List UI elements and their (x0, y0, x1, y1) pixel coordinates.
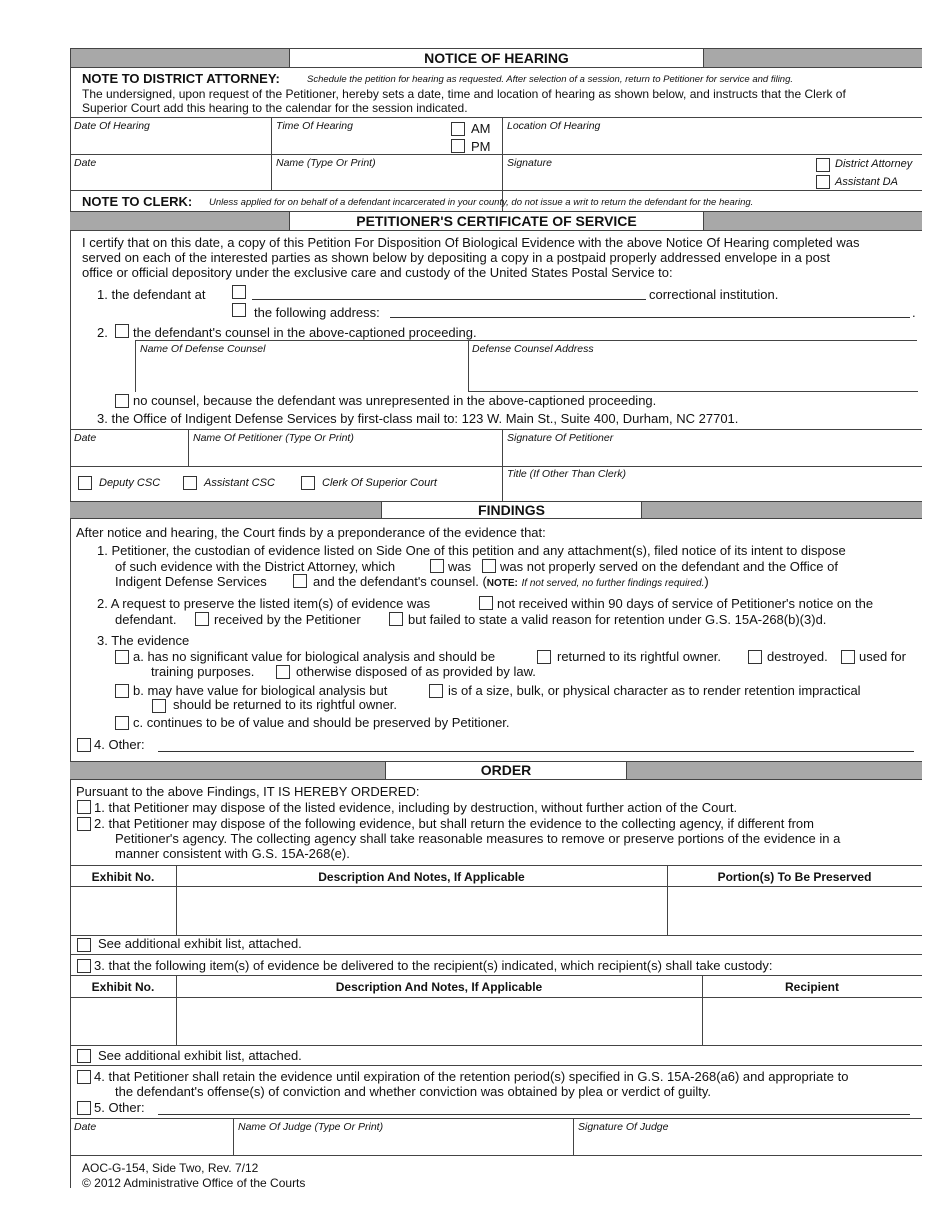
time-of-hearing-label: Time Of Hearing (276, 120, 353, 132)
defense-counsel-name-label: Name Of Defense Counsel (140, 343, 266, 355)
failed-reason-label: but failed to state a valid reason for retention under G.S. 15A-268(b)(3)d. (408, 612, 827, 627)
service-date-label: Date (74, 432, 97, 444)
item1-prefix: 1. the defendant at (97, 287, 206, 302)
district-attorney-label: District Attorney (835, 158, 913, 170)
clerk-superior-checkbox[interactable] (301, 476, 315, 490)
was-label: was (448, 559, 472, 574)
destroyed-checkbox[interactable] (748, 650, 762, 664)
order2-checkbox[interactable] (77, 817, 91, 831)
copyright: © 2012 Administrative Office of the Courts (82, 1176, 306, 1190)
order3-label: 3. that the following item(s) of evidence be delivered to the recipient(s) indicated, which recipient(s) shall take custody: (94, 958, 773, 973)
assistant-csc-checkbox[interactable] (183, 476, 197, 490)
finding3c-checkbox[interactable] (115, 716, 129, 730)
finding1-line3b-text: and the defendant's counsel. ( (313, 574, 487, 589)
was-not-label: was not properly served on the defendant and the Office of (500, 559, 838, 574)
order5-other-line[interactable] (158, 1114, 910, 1115)
assistant-csc-label: Assistant CSC (204, 477, 275, 489)
order5-label: 5. Other: (94, 1100, 145, 1115)
order2-line1: 2. that Petitioner may dispose of the following evidence, but shall return the evidence to the collecting agency, if different from (94, 816, 814, 831)
service-body-line1: I certify that on this date, a copy of this Petition For Disposition Of Biological Evidence with the above Notice Of Hearing completed was (82, 235, 860, 250)
finding1-note: If not served, no further findings required. (521, 578, 705, 589)
title-if-other-label: Title (If Other Than Clerk) (507, 468, 626, 480)
finding4-label: 4. Other: (94, 737, 145, 752)
note-clerk-text: Unless applied for on behalf of a defendant incarcerated in your county, do not issue a writ to return the defendant for the hearing. (209, 197, 754, 208)
returned-owner-checkbox[interactable] (537, 650, 551, 664)
assistant-da-label: Assistant DA (835, 176, 898, 188)
order-intro: Pursuant to the above Findings, IT IS HEREBY ORDERED: (76, 784, 420, 799)
assistant-da-checkbox[interactable] (816, 175, 830, 189)
clerk-superior-label: Clerk Of Superior Court (322, 477, 437, 489)
service-body-line2: served on each of the interested parties as shown below by depositing a copy in a postpaid properly addressed envelope in a post (82, 250, 830, 265)
order3-checkbox[interactable] (77, 959, 91, 973)
finding3c-label: c. continues to be of value and should be preserved by Petitioner. (133, 715, 510, 730)
item1-address-label: the following address: (254, 305, 380, 320)
deputy-csc-label: Deputy CSC (99, 477, 161, 489)
finding3a-checkbox[interactable] (115, 650, 129, 664)
certificate-of-service-title: PETITIONER'S CERTIFICATE OF SERVICE (289, 212, 704, 230)
otherwise-disposed-label: otherwise disposed of as provided by law. (296, 664, 536, 679)
finding3b-line2: should be returned to its rightful owner. (173, 697, 398, 712)
received-checkbox[interactable] (195, 612, 209, 626)
used-for-label: used for (859, 649, 906, 664)
notice-of-hearing-section (0, 0, 950, 212)
was-checkbox[interactable] (430, 559, 444, 573)
finding1-line1: 1. Petitioner, the custodian of evidence listed on Side One of this petition and any attachment(s), filed notice of its intent to dispose (97, 543, 846, 558)
petitioner-name-label: Name Of Petitioner (Type Or Print) (193, 432, 354, 444)
order4-line2: the defendant's offense(s) of conviction and whether conviction was obtained by plea or verdict of guilty. (115, 1084, 712, 1099)
da-signature-label: Signature (507, 157, 552, 169)
table2-description-header: Description And Notes, If Applicable (335, 980, 543, 994)
location-of-hearing-label: Location Of Hearing (507, 120, 601, 132)
finding3b-checkbox[interactable] (115, 684, 129, 698)
table2-recipient-header: Recipient (784, 980, 839, 994)
judge-signature-label: Signature Of Judge (578, 1121, 669, 1133)
finding3b-label: b. may have value for biological analysis but (133, 683, 388, 698)
defendant-counsel-served-checkbox[interactable] (293, 574, 307, 588)
address-line[interactable] (390, 317, 910, 318)
form-id: AOC-G-154, Side Two, Rev. 7/12 (82, 1161, 259, 1175)
notice-of-hearing-title: NOTICE OF HEARING (289, 49, 704, 67)
no-counsel-checkbox[interactable] (115, 394, 129, 408)
finding2-defendant: defendant. (115, 612, 177, 627)
order4-checkbox[interactable] (77, 1070, 91, 1084)
order1-label: 1. that Petitioner may dispose of the listed evidence, including by destruction, without further action of the Court. (94, 800, 738, 815)
pm-label: PM (471, 139, 491, 154)
otherwise-disposed-checkbox[interactable] (276, 665, 290, 679)
item3-label: 3. the Office of Indigent Defense Services by first-class mail to: 123 W. Main St., Suite 400, Durham, NC 27701. (97, 411, 739, 426)
returned-owner-label: returned to its rightful owner. (557, 649, 722, 664)
da-date-label: Date (74, 157, 97, 169)
order1-checkbox[interactable] (77, 800, 91, 814)
hearing-body-line2: Superior Court add this hearing to the calendar for the session indicated. (82, 101, 468, 115)
findings-intro: After notice and hearing, the Court finds by a preponderance of the evidence that: (76, 525, 546, 540)
finding1-line2: of such evidence with the District Attorney, which (115, 559, 396, 574)
order2-line3: manner consistent with G.S. 15A-268(e). (115, 846, 350, 861)
see-additional-label-2: See additional exhibit list, attached. (98, 1048, 302, 1063)
finding1-note-label: NOTE: (486, 578, 518, 589)
am-checkbox[interactable] (451, 122, 465, 136)
order-title: ORDER (385, 762, 627, 779)
note-da-text: Schedule the petition for hearing as requested. After selection of a session, return to Petitioner for service and filing. (307, 74, 794, 85)
da-name-label: Name (Type Or Print) (276, 157, 376, 169)
judge-name-label: Name Of Judge (Type Or Print) (238, 1121, 384, 1133)
table2-exhibit-header: Exhibit No. (91, 980, 155, 994)
order2-line2: Petitioner's agency. The collecting agency shall take reasonable measures to remove or preserve portions of the evidence in a (115, 831, 841, 846)
petitioner-signature-label: Signature Of Petitioner (507, 432, 614, 444)
finding4-checkbox[interactable] (77, 738, 91, 752)
findings-title: FINDINGS (381, 502, 642, 518)
judge-date-label: Date (74, 1121, 97, 1133)
failed-reason-checkbox[interactable] (389, 612, 403, 626)
note-clerk-label: NOTE TO CLERK: (82, 194, 193, 209)
size-bulk-checkbox[interactable] (429, 684, 443, 698)
service-body-line3: office or official depository under the exclusive care and custody of the United States Postal Service to: (82, 265, 673, 280)
certificate-of-service-section (0, 211, 950, 501)
order5-checkbox[interactable] (77, 1101, 91, 1115)
destroyed-label: destroyed. (767, 649, 828, 664)
returned-owner-b-checkbox[interactable] (152, 699, 166, 713)
order-section (0, 761, 950, 1161)
finding2-line1: 2. A request to preserve the listed item(s) of evidence was (97, 596, 431, 611)
item1-suffix: correctional institution. (649, 287, 779, 302)
findings-section (0, 501, 950, 761)
order4-line1: 4. that Petitioner shall retain the evidence until expiration of the retention period(s) specified in G.S. 15A-268(a6) and appropriate to (94, 1069, 849, 1084)
finding1-line3b (313, 574, 709, 589)
finding1-line3a: Indigent Defense Services (115, 574, 267, 589)
district-attorney-checkbox[interactable] (816, 158, 830, 172)
table1-portion-header: Portion(s) To Be Preserved (717, 870, 872, 884)
date-of-hearing-label: Date Of Hearing (74, 120, 150, 132)
table1-row[interactable] (71, 887, 922, 934)
defendant-counsel-checkbox[interactable] (115, 324, 129, 338)
finding4-other-line[interactable] (158, 751, 914, 752)
size-bulk-label: is of a size, bulk, or physical character as to render retention impractical (448, 683, 861, 698)
defendant-at-checkbox[interactable] (232, 285, 246, 299)
hearing-body-line1: The undersigned, upon request of the Petitioner, hereby sets a date, time and location of hearing as shown below, and instructs that the Clerk of (82, 87, 846, 101)
not-received-label: not received within 90 days of service of Petitioner's notice on the (497, 596, 874, 611)
item2-label: the defendant's counsel in the above-captioned proceeding. (133, 325, 477, 340)
see-additional-checkbox-2[interactable] (77, 1049, 91, 1063)
no-counsel-label: no counsel, because the defendant was unrepresented in the above-captioned proceeding. (133, 393, 657, 408)
am-label: AM (471, 121, 491, 136)
finding3-label: 3. The evidence (97, 633, 190, 648)
following-address-checkbox[interactable] (232, 303, 246, 317)
pm-checkbox[interactable] (451, 139, 465, 153)
defense-counsel-address-label: Defense Counsel Address (472, 343, 594, 355)
table1-exhibit-header: Exhibit No. (91, 870, 155, 884)
table1-description-header: Description And Notes, If Applicable (318, 870, 525, 884)
training-checkbox[interactable] (841, 650, 855, 664)
finding3a-label: a. has no significant value for biological analysis and should be (133, 649, 496, 664)
was-not-checkbox[interactable] (482, 559, 496, 573)
note-da-label: NOTE TO DISTRICT ATTORNEY: (82, 71, 280, 86)
institution-line[interactable] (252, 299, 646, 300)
training-purposes-label: training purposes. (151, 664, 255, 679)
see-additional-label-1: See additional exhibit list, attached. (98, 936, 302, 951)
not-received-checkbox[interactable] (479, 596, 493, 610)
deputy-csc-checkbox[interactable] (78, 476, 92, 490)
received-label: received by the Petitioner (214, 612, 361, 627)
finding1-close: ) (704, 574, 709, 589)
item2-number: 2. (97, 325, 108, 340)
table2-row[interactable] (71, 998, 922, 1045)
address-period: . (912, 305, 916, 320)
see-additional-checkbox-1[interactable] (77, 938, 91, 952)
